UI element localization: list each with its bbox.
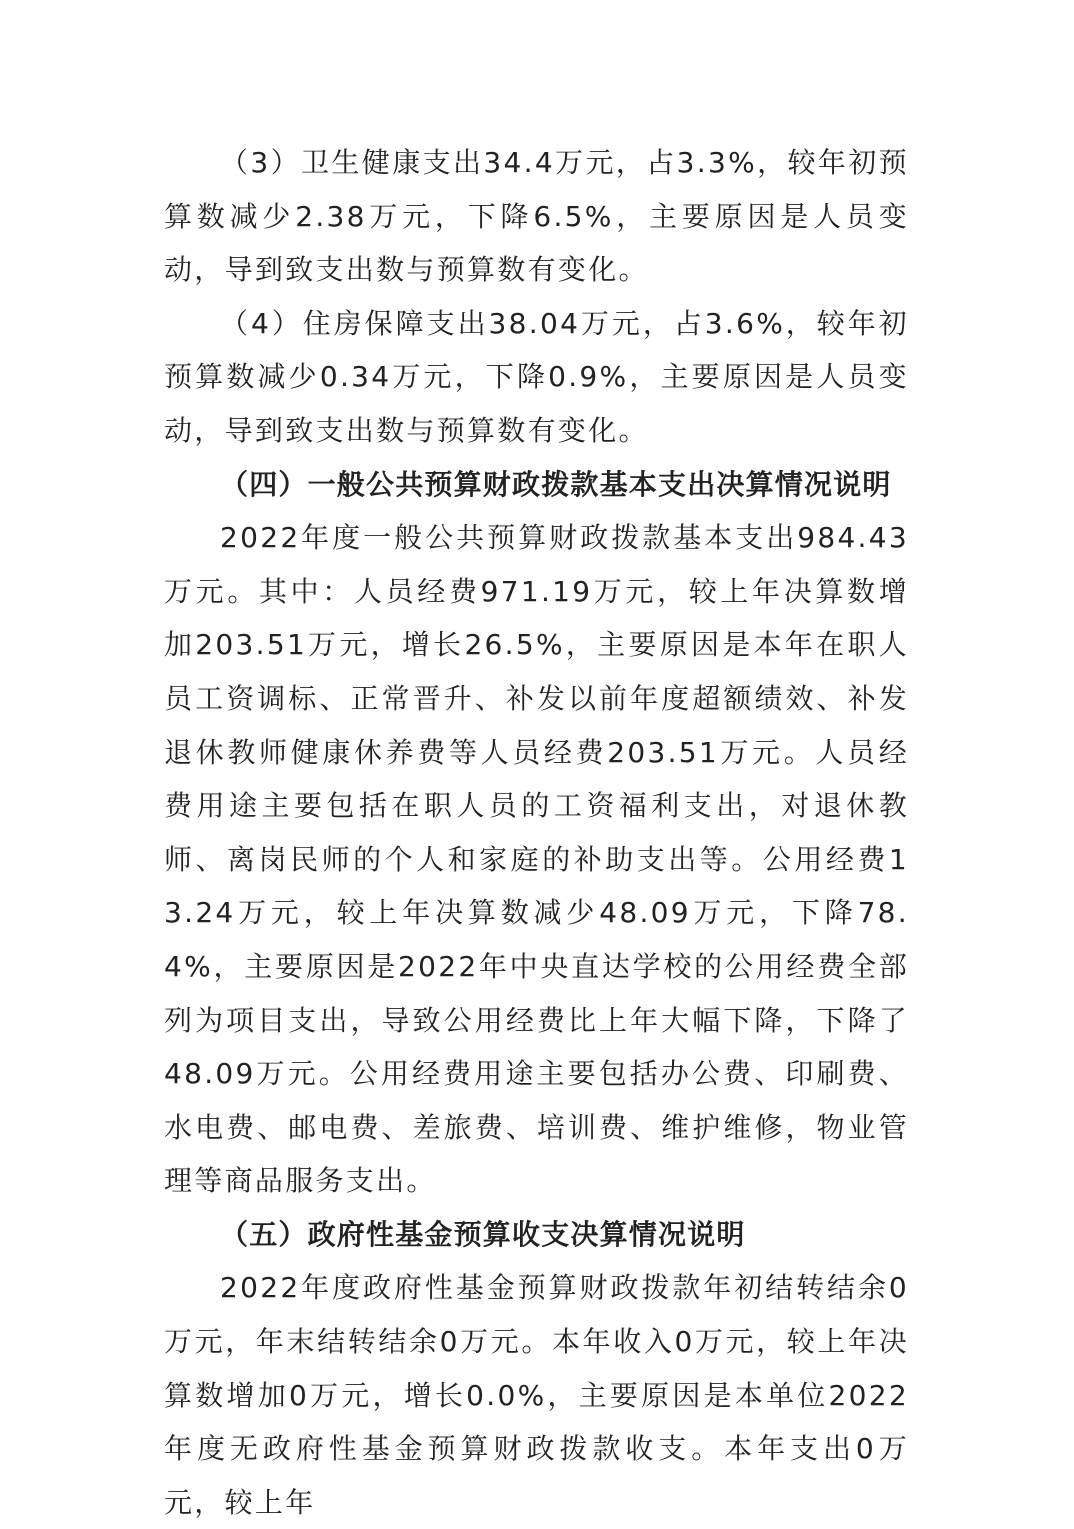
paragraph-health-expenditure: （3）卫生健康支出34.4万元，占3.3%，较年初预算数减少2.38万元，下降6.5%，主要原因是人员变动，导到致支出数与预算数有变化。 — [164, 146, 909, 287]
document-body — [164, 136, 909, 1529]
section-heading-basic-expenditure: （四）一般公共预算财政拨款基本支出决算情况说明 — [220, 467, 892, 501]
paragraph-housing-expenditure: （4）住房保障支出38.04万元，占3.6%，较年初预算数减少0.34万元，下降0.9%，主要原因是人员变动，导到致支出数与预算数有变化。 — [164, 306, 909, 447]
paragraph-government-fund: 2022年度政府性基金预算财政拨款年初结转结余0万元，年末结转结余0万元。本年收入0万元，较上年决算数增加0万元，增长0.0%，主要原因是本单位2022年度无政府性基金预算财政拨款收支。本年支出0万元，较上年 — [164, 1271, 909, 1519]
section-heading-government-fund: （五）政府性基金预算收支决算情况说明 — [220, 1217, 746, 1251]
paragraph-basic-expenditure: 2022年度一般公共预算财政拨款基本支出984.43万元。其中：人员经费971.19万元，较上年决算数增加203.51万元，增长26.5%，主要原因是本年在职人员工资调标、正常晋升、补发以前年度超额绩效、补发退休教师健康休养费等人员经费203.51万元。人员经费用途主要包括在职人员的工资福利支出，对退休教师、离岗民师的个人和家庭的补助支出等。公用经费13.24万元，较上年决算数减少48.09万元，下降78.4%，主要原因是2022年中央直达学校的公用经费全部列为项目支出，导致公用经费比上年大幅下降，下降了48.09万元。公用经费用途主要包括办公费、印刷费、水电费、邮电费、差旅费、培训费、维护维修，物业管理等商品服务支出。 — [164, 521, 909, 1198]
